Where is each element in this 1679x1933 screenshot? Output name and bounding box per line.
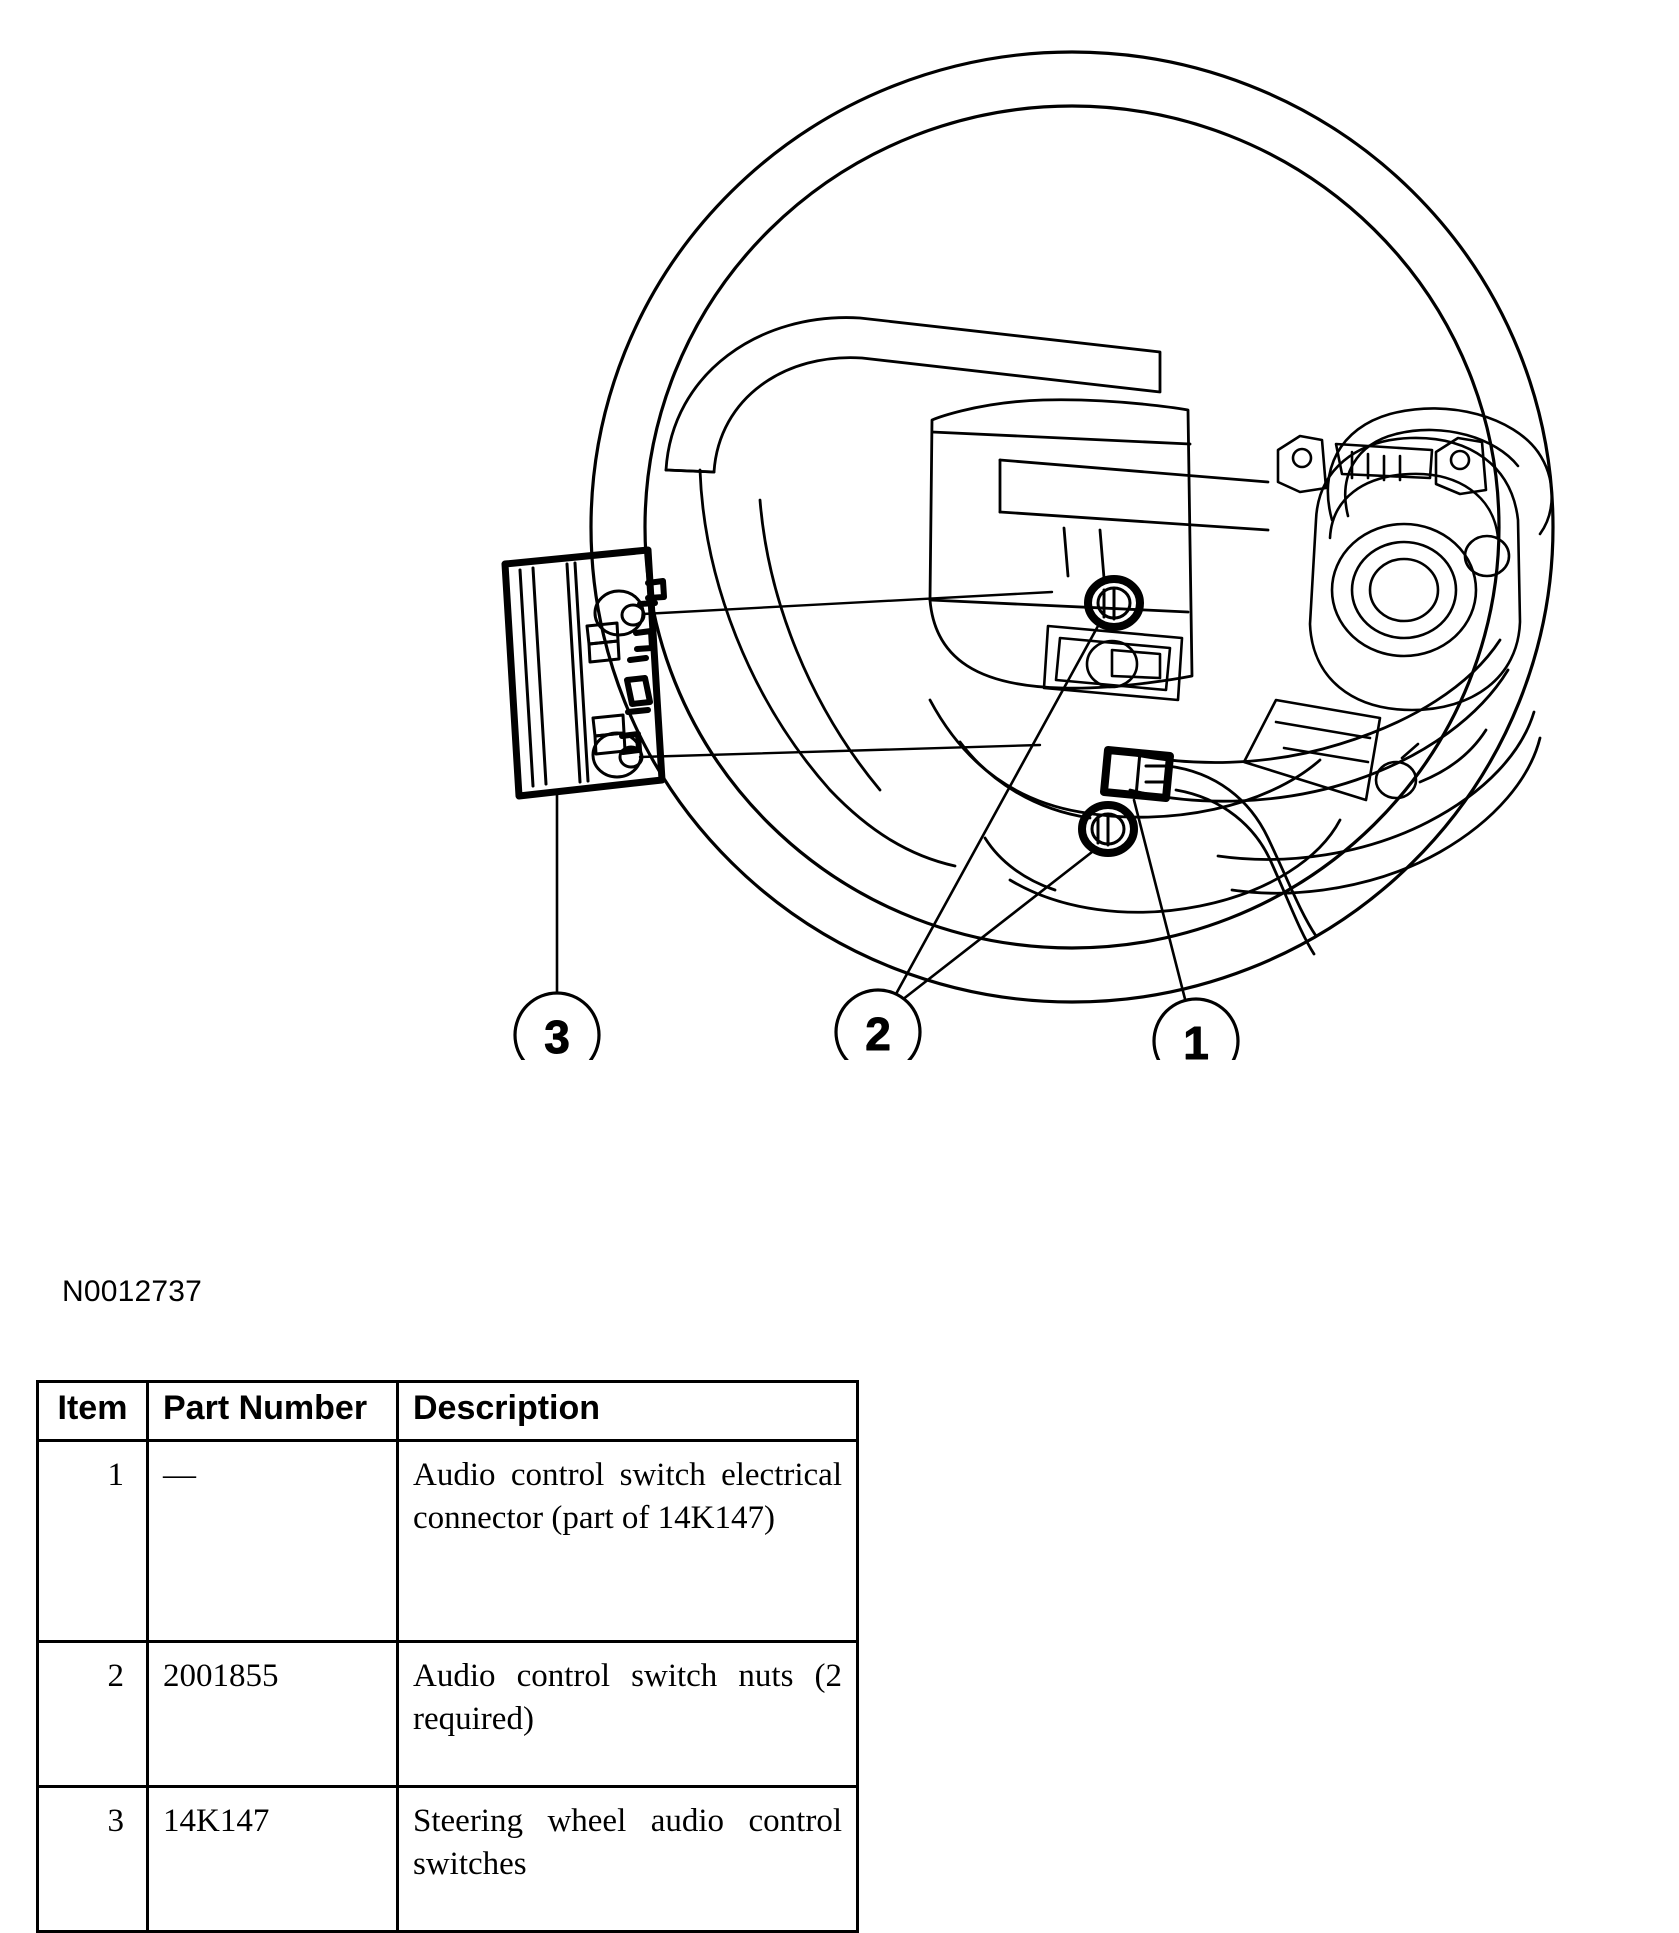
cell-description: Steering wheel audio control switches [398, 1786, 858, 1931]
audio-switch-nut-upper [1088, 579, 1140, 627]
header-item: Item [38, 1382, 148, 1441]
table-header-row [38, 1382, 858, 1441]
callout-label-3: 3 [544, 1011, 570, 1060]
cell-item: 2 [38, 1641, 148, 1786]
cell-part-number: — [148, 1440, 398, 1641]
audio-switch-nut-lower [1082, 805, 1134, 853]
callout-label-1: 1 [1183, 1017, 1209, 1060]
figure-id-label: N0012737 [62, 1275, 203, 1308]
header-part-number: Part Number [148, 1382, 398, 1441]
steering-wheel-center-pad [930, 400, 1192, 688]
steering-wheel-rim [591, 52, 1553, 1002]
cell-part-number: 14K147 [148, 1786, 398, 1931]
table-row [38, 1641, 858, 1786]
cell-item: 3 [38, 1786, 148, 1931]
cell-description: Audio control switch nuts (2 required) [398, 1641, 858, 1786]
clockspring-housing [1310, 438, 1520, 710]
steering-wheel-upper-spoke [666, 318, 1160, 472]
parts-table-head [38, 1382, 858, 1441]
parts-table-body [38, 1440, 858, 1931]
steering-column-shaft [1000, 460, 1268, 578]
audio-switch-electrical-connector [1104, 750, 1170, 798]
cell-item: 1 [38, 1440, 148, 1641]
table-row [38, 1786, 858, 1931]
column-clamp-tabs [1278, 436, 1486, 494]
table-row [38, 1440, 858, 1641]
steering-wheel-lower-left-spoke [700, 470, 955, 866]
parts-table [36, 1380, 859, 1933]
cell-part-number: 2001855 [148, 1641, 398, 1786]
column-bracket-right [1244, 700, 1418, 800]
audio-control-switch-assembly [505, 550, 1052, 796]
header-description: Description [398, 1382, 858, 1441]
callout-label-2: 2 [865, 1008, 891, 1060]
cell-description: Audio control switch electrical connector (part of 14K147) [398, 1440, 858, 1641]
